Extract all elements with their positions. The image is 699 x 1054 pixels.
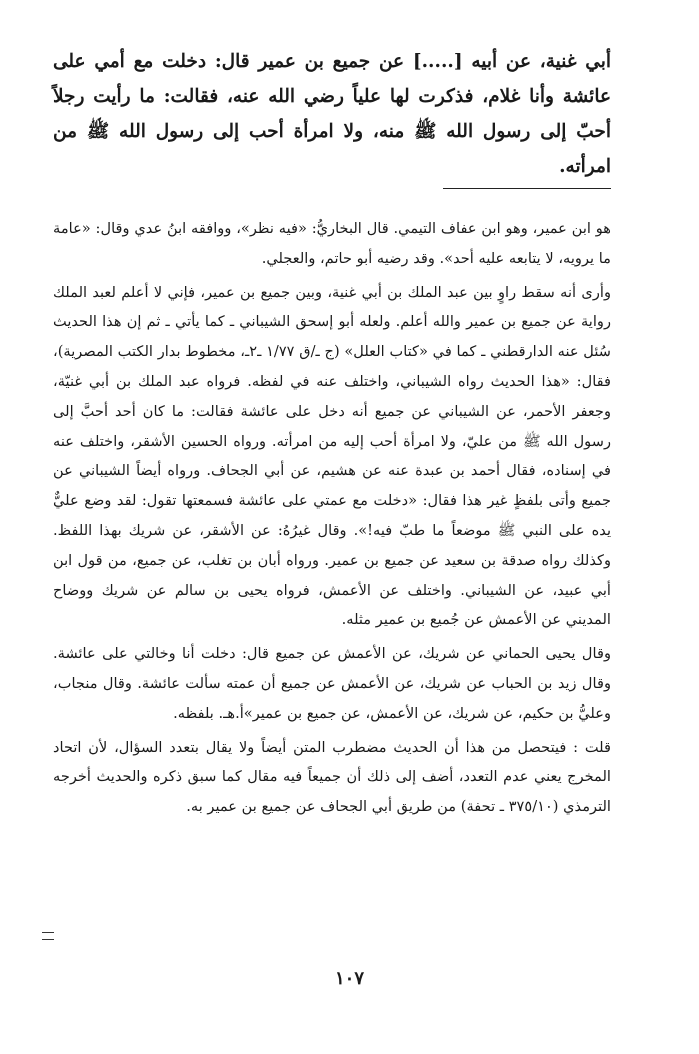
footnotes-block [53, 214, 611, 822]
main-text-block [53, 44, 611, 184]
main-paragraph: أبي غنية، عن أبيه [.....] عن جميع بن عمير قال: دخلت مع أمي على عائشة وأنا غلام، فذكرت لها علياً رضي الله عنه، فقالت: ما رأيت رجلاً أحبّ إلى رسول الله ﷺ منه، ولا امرأة أحب إلى رسول الله ﷺ من امرأته. [53, 51, 611, 177]
footnote-paragraph-3: وقال يحيى الحماني عن شريك، عن الأعمش عن جميع قال: دخلت أنا وخالتي على عائشة. وقال زيد بن الحباب عن شريك، عن الأعمش عن جميع أن عمته سألت عائشة. وقال منجاب، وعليُّ بن حكيم، عن شريك، عن الأعمش، عن جميع بن عمير»أ.هـ. بلفظه. [53, 645, 611, 722]
page-number: ١٠٧ [334, 968, 364, 989]
footnote-paragraph-1: هو ابن عمير، وهو ابن عفاف التيمي. قال البخاريُّ: «فيه نظر»، ووافقه ابنُ عدي وقال: «عامة ما يرويه، لا يتابعه عليه أحد». وقد رضيه أبو حاتم، والعجلي. [53, 220, 611, 267]
footnote-divider [443, 188, 611, 189]
margin-mark [42, 932, 54, 940]
footnote-paragraph-4: قلت : فيتحصل من هذا أن الحديث مضطرب المتن أيضاً ولا يقال بتعدد السؤال، لأن اتحاد المخرج يعني عدم التعدد، أضف إلى ذلك أن جميعاً فيه مقال كما سبق ذكره والحديث أخرجه الترمذي (٣٧٥/١٠ ـ تحفة) من طريق أبي الجحاف عن جميع بن عمير به. [53, 738, 611, 816]
footnote-paragraph-2: وأرى أنه سقط راوٍ بين عبد الملك بن أبي غنية، وبين جميع بن عمير، فإني لا أعلم لعبد الملك رواية عن جميع بن عمير والله أعلم. ولعله أبو إسحق الشيباني ـ كما يأتي ـ ثم إن هذا الحديث سُئل عنه الدارقطني ـ كما في «كتاب العلل» (ج ـ/ق ١/٧٧ ـ٢ـ، مخطوط بدار الكتب المصرية)، فقال: «هذا الحديث رواه الشيباني، واختلف عنه في لفظه. فرواه عبد الملك بن أبي غنيّة، وجعفر الأحمر، عن الشيباني عن جميع أنه دخل على عائشة فقالت: ما كان أحد أحبَّ إلى رسول الله ﷺ من عليّ، ولا امرأة أحب إليه من امرأته. ورواه الحسين الأشقر، واختلف عنه في إسناده، فقال أحمد بن عبدة عنه عن هشيم، عن أبي الجحاف. ورواه أيضاً الشيباني عن جميع وأتى بلفظٍ غير هذا فقال: «دخلت مع عمتي على عائشة فسمعتها تقول: لقد وضع عليٌّ يده على النبي ﷺ موضعاً ما طبّ فيه!». وقال غيرُهُ: عن الأشقر، عن شريك بهذا اللفظ. وكذلك رواه صدقة بن سعيد عن جميع بن عمير. ورواه أبان بن تغلب، عن جميع، من قول ابن أبي عبيد، عن الشيباني. واختلف عن الأعمش، فرواه يحيى بن سالم عن شريك ووضاح المديني عن الأعمش عن جُميع بن عمير مثله. [53, 283, 611, 629]
